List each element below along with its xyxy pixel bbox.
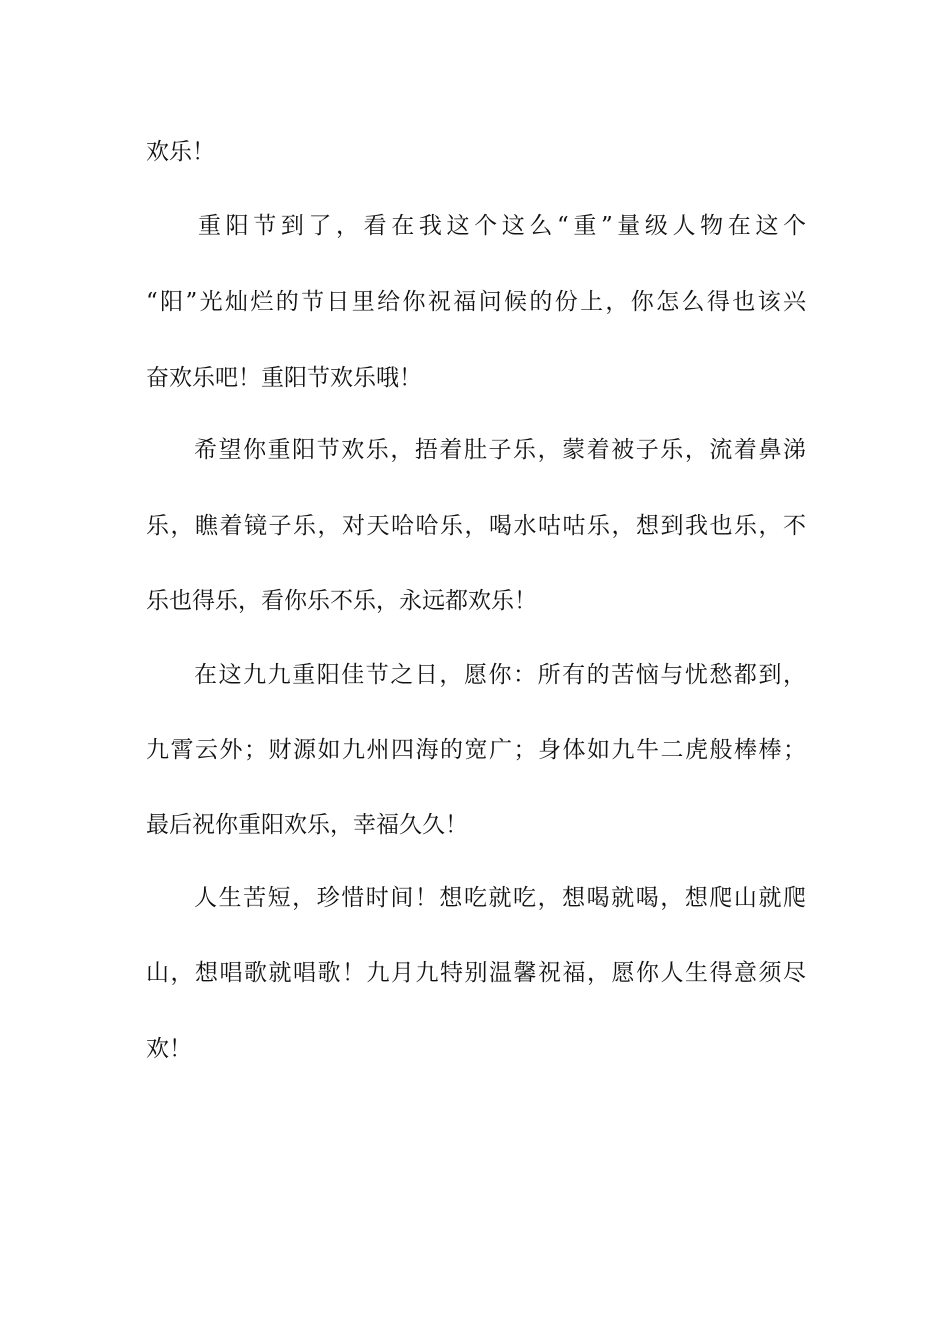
- paragraph-first-line: 希望你重阳节欢乐，捂着肚子乐，蒙着被子乐，流着鼻涕: [194, 437, 806, 463]
- text-line: “阳”光灿烂的节日里给你祝福问候的份上，你怎么得也该兴: [146, 289, 806, 315]
- text-line: 山，想唱歌就唱歌！九月九特别温馨祝福，愿你人生得意须尽: [146, 960, 806, 986]
- text-line: 九霄云外；财源如九州四海的宽广；身体如九牛二虎般棒棒；: [146, 737, 806, 763]
- text-line: 乐也得乐，看你乐不乐，永远都欢乐！: [146, 588, 537, 614]
- paragraph-first-line: 人生苦短，珍惜时间！想吃就吃，想喝就喝，想爬山就爬: [194, 885, 806, 911]
- text-line: 欢乐！: [146, 139, 215, 165]
- text-line: 乐，瞧着镜子乐，对天哈哈乐，喝水咕咕乐，想到我也乐，不: [146, 513, 806, 539]
- text-line: 奋欢乐吧！重阳节欢乐哦！: [146, 365, 422, 391]
- paragraph-first-line: 在这九九重阳佳节之日，愿你：所有的苦恼与忧愁都到，: [194, 662, 806, 688]
- text-line: 欢！: [146, 1036, 192, 1062]
- text-line: 最后祝你重阳欢乐，幸福久久！: [146, 812, 468, 838]
- paragraph-first-line: 重阳节到了，看在我这个这么“重”量级人物在这个: [198, 213, 806, 239]
